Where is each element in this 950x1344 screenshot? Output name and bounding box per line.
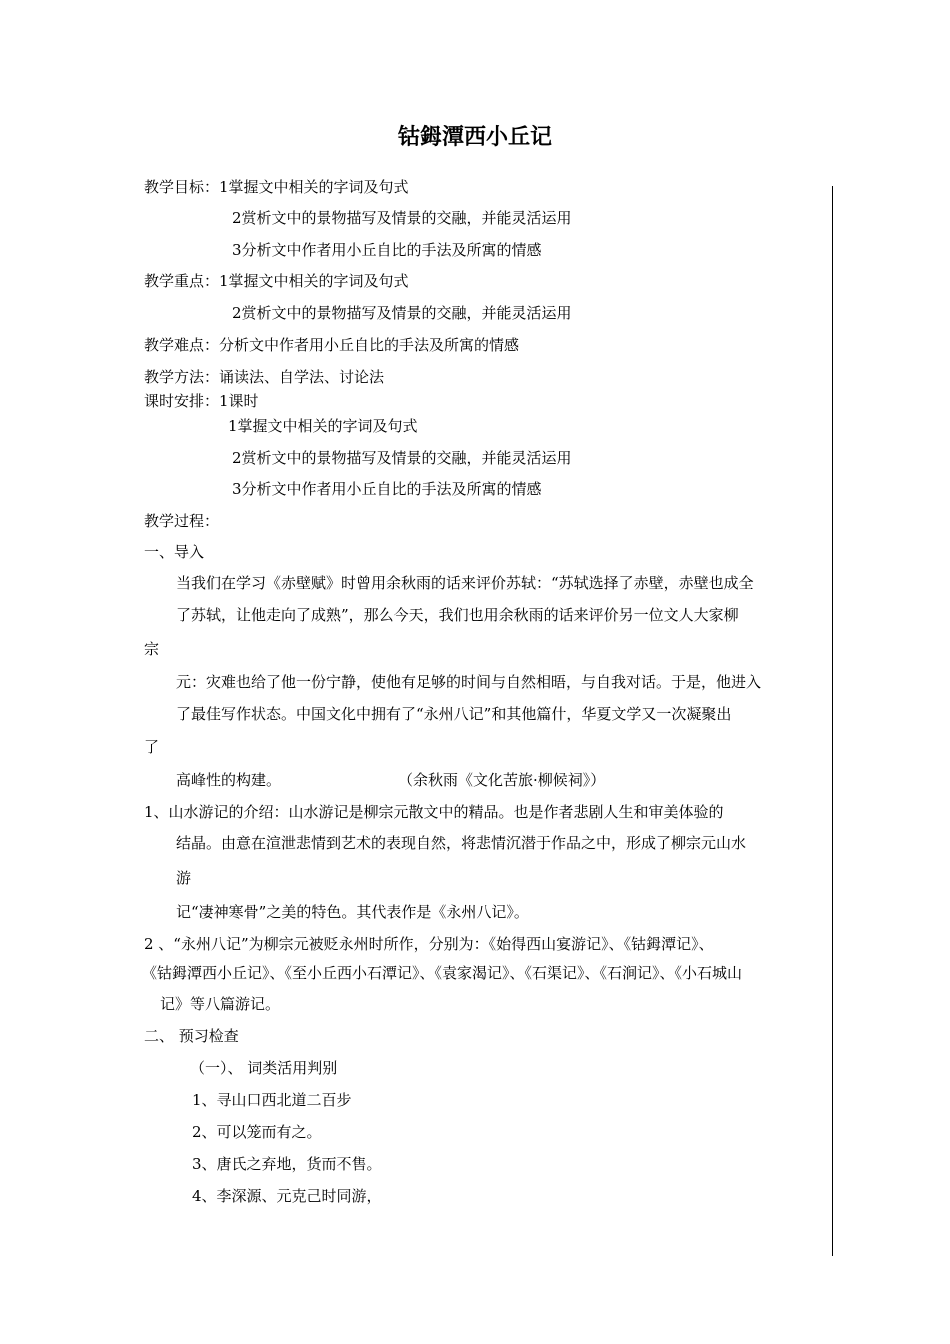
item-2-line-1: 2 、“永州八记”为柳宗元被贬永州时所作，分别为：《始得西山宴游记》、《钴鉧潭记》、 bbox=[144, 935, 714, 953]
key-point-line-2: 2赏析文中的景物描写及情景的交融，并能灵活运用 bbox=[232, 304, 572, 322]
process-heading: 教学过程： bbox=[144, 512, 220, 530]
intro-para-line-1: 当我们在学习《赤壁赋》时曾用余秋雨的话来评价苏轼：“苏轼选择了赤壁，赤壁也成全 bbox=[176, 574, 754, 592]
intro-citation: （余秋雨《文化苦旅·柳候祠》） bbox=[398, 771, 606, 789]
goal-line-3: 3分析文中作者用小丘自比的手法及所寓的情感 bbox=[232, 241, 542, 259]
section-intro-heading: 一、导入 bbox=[144, 543, 205, 561]
exercise-3: 3、唐氏之弃地，货而不售。 bbox=[192, 1155, 382, 1173]
exercise-1: 1、寻山口西北道二百步 bbox=[192, 1091, 352, 1109]
key-point-line-1: 教学重点：1掌握文中相关的字词及句式 bbox=[144, 272, 409, 290]
goal-line-1: 教学目标：1掌握文中相关的字词及句式 bbox=[144, 178, 409, 196]
schedule-item-2: 2赏析文中的景物描写及情景的交融，并能灵活运用 bbox=[232, 449, 572, 467]
exercise-2: 2、可以笼而有之。 bbox=[192, 1123, 322, 1141]
item-1-line-1: 1、山水游记的介绍：山水游记是柳宗元散文中的精品。也是作者悲剧人生和审美体验的 bbox=[144, 803, 724, 821]
item-1-line-2: 结晶。由意在渲泄悲情到艺术的表现自然，将悲情沉潜于作品之中，形成了柳宗元山水 bbox=[176, 834, 747, 852]
method-line: 教学方法：诵读法、自学法、讨论法 bbox=[144, 368, 385, 386]
goal-line-2: 2赏析文中的景物描写及情景的交融，并能灵活运用 bbox=[232, 209, 572, 227]
intro-para-line-6: 了 bbox=[144, 738, 160, 756]
item-1-line-3: 游 bbox=[176, 869, 192, 887]
item-1-line-4: 记“凄神寒骨”之美的特色。其代表作是《永州八记》。 bbox=[176, 903, 529, 921]
intro-para-line-5: 了最佳写作状态。中国文化中拥有了“永州八记”和其他篇什，华夏文学又一次凝聚出 bbox=[176, 705, 732, 723]
exercise-4: 4、李深源、元克己时同游， bbox=[192, 1187, 382, 1205]
intro-para-line-7: 高峰性的构建。 bbox=[176, 771, 282, 789]
margin-rule bbox=[832, 186, 833, 1256]
intro-para-line-3: 宗 bbox=[144, 640, 160, 658]
schedule-item-1: 1掌握文中相关的字词及句式 bbox=[228, 417, 418, 435]
schedule-item-3: 3分析文中作者用小丘自比的手法及所寓的情感 bbox=[232, 480, 542, 498]
difficulty-line: 教学难点：分析文中作者用小丘自比的手法及所寓的情感 bbox=[144, 336, 520, 354]
item-2-line-2: 《钴鉧潭西小丘记》、《至小丘西小石潭记》、《袁家渴记》、《石渠记》、《石涧记》、《小石城山 bbox=[142, 964, 743, 982]
subsection-heading: （一）、 词类活用判别 bbox=[190, 1059, 338, 1077]
document-title: 钴鉧潭西小丘记 bbox=[397, 125, 552, 150]
item-2-line-3: 记》等八篇游记。 bbox=[160, 995, 281, 1013]
intro-para-line-4: 元：灾难也给了他一份宁静，使他有足够的时间与自然相晤，与自我对话。于是，他进入 bbox=[176, 673, 762, 691]
intro-para-line-2: 了苏轼，让他走向了成熟”，那么今天，我们也用余秋雨的话来评价另一位文人大家柳 bbox=[176, 606, 739, 624]
section-preview-heading: 二、 预习检查 bbox=[144, 1027, 239, 1045]
schedule-line: 课时安排：1课时 bbox=[144, 392, 259, 410]
